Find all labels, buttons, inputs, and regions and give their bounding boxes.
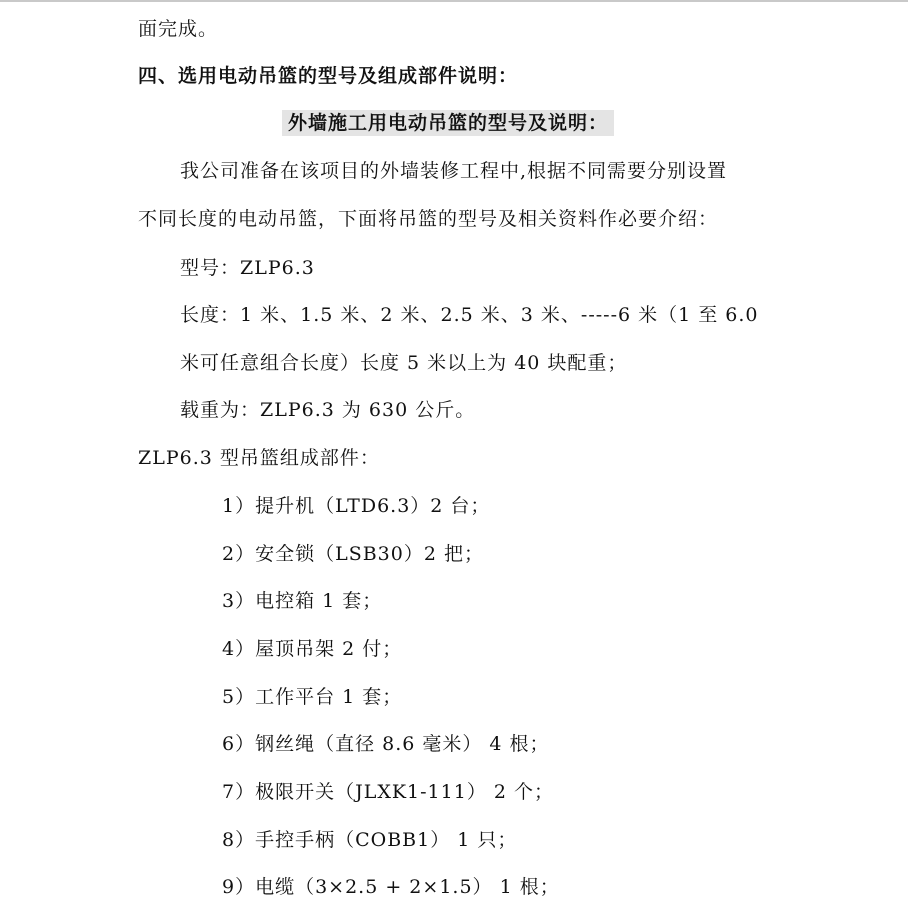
component-item: 7）极限开关（JLXK1-111） 2 个； xyxy=(222,781,554,803)
components-heading: ZLP6.3 型吊篮组成部件： xyxy=(138,447,380,469)
component-item: 5）工作平台 1 套； xyxy=(222,686,403,708)
component-item: 2）安全锁（LSB30）2 把； xyxy=(222,543,484,565)
component-item: 8）手控手柄（COBB1） 1 只； xyxy=(222,829,518,851)
component-item: 1）提升机（LTD6.3）2 台； xyxy=(222,495,491,517)
load-line: 载重为：ZLP6.3 为 630 公斤。 xyxy=(180,399,476,421)
continuation-text: 面完成。 xyxy=(138,18,219,40)
component-item: 9）电缆（3×2.5 + 2×1.5） 1 根； xyxy=(222,876,560,898)
subheading xyxy=(282,110,614,136)
page-top-border xyxy=(0,0,908,2)
section-heading: 四、选用电动吊篮的型号及组成部件说明： xyxy=(138,65,519,87)
component-item: 6）钢丝绳（直径 8.6 毫米） 4 根； xyxy=(222,733,550,755)
intro-paragraph-line-1: 我公司准备在该项目的外墙装修工程中,根据不同需要分别设置 xyxy=(180,160,728,182)
component-item: 3）电控箱 1 套； xyxy=(222,590,383,612)
length-line-2: 米可任意组合长度）长度 5 米以上为 40 块配重； xyxy=(180,352,628,374)
intro-paragraph-line-2: 不同长度的电动吊篮，下面将吊篮的型号及相关资料作必要介绍： xyxy=(138,208,719,230)
subheading-text: 外墙施工用电动吊篮的型号及说明： xyxy=(282,110,614,136)
component-item: 4）屋顶吊架 2 付； xyxy=(222,638,403,660)
model-line: 型号：ZLP6.3 xyxy=(180,257,315,279)
length-line-1: 长度：1 米、1.5 米、2 米、2.5 米、3 米、-----6 米（1 至 6.0 xyxy=(180,304,759,326)
